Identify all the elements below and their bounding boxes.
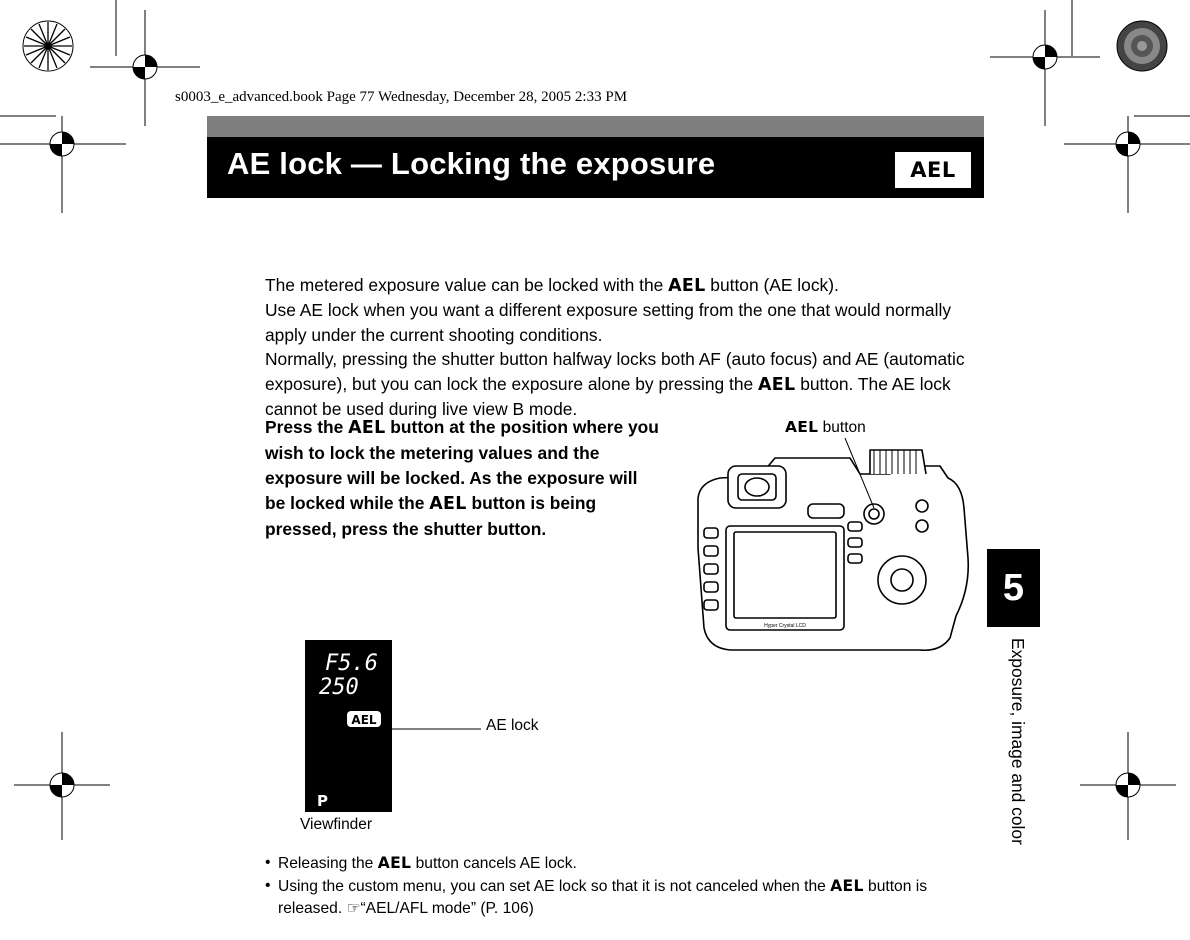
- camera-back-illustration: [690, 438, 980, 658]
- gradient-target-right: [1117, 21, 1167, 71]
- page-title: AE lock — Locking the exposure: [227, 146, 716, 181]
- ael-key: AEL: [830, 877, 864, 895]
- intro-text-2a: Normally, pressing the shutter button halfway locks both AF (auto focus) and AE (automatic exposure), but you can lock the exposure alone by pressing the: [265, 349, 965, 394]
- ael-key: AEL: [668, 276, 706, 296]
- intro-text-1a: The metered exposure value can be locked with the: [265, 275, 669, 295]
- list-item: [265, 875, 985, 920]
- note-text: button cancels AE lock.: [411, 855, 577, 872]
- vf-mode: P: [317, 792, 328, 810]
- lcd-brand-text: Hyper Crystal LCD: [764, 623, 806, 629]
- note-text: button is released.: [278, 878, 927, 917]
- intro-text-1c: Use AE lock when you want a different exposure setting from the one that would normally apply under the current shooting conditions.: [265, 300, 952, 345]
- ael-key: AEL: [785, 418, 819, 436]
- ae-lock-callout: AE lock: [486, 717, 539, 734]
- camera-callout-text: button: [818, 419, 866, 436]
- chapter-tab: 5: [987, 549, 1040, 627]
- intro-text-2b: button. The AE lock cannot be used during live view B mode.: [265, 373, 951, 420]
- vf-shutter: 250: [319, 675, 359, 700]
- ae-lock-leader-line: [381, 727, 481, 731]
- intro-text: [265, 273, 985, 421]
- section-bar: [207, 116, 984, 137]
- ael-key: AEL: [758, 374, 796, 395]
- viewfinder-readout: [305, 640, 392, 812]
- step-text-a: Press the: [265, 417, 349, 437]
- step-text-c: button is being pressed, press the shutter button.: [265, 493, 597, 539]
- reference-icon: ☞: [346, 900, 361, 917]
- intro-paragraph-1: [265, 273, 985, 347]
- note-text: Using the custom menu, you can set AE lock so that it is not canceled when the: [278, 878, 831, 895]
- ael-key: AEL: [348, 418, 386, 438]
- notes-list: [265, 852, 985, 920]
- camera-callout-label: [785, 418, 866, 437]
- intro-paragraph-2: [265, 347, 985, 421]
- vf-aperture: F5.6: [325, 651, 378, 676]
- intro-text-1b: button (AE lock).: [705, 275, 839, 295]
- step-text-b: button at the position where you wish to lock the metering values and the exposure will be locked. As the exposure will be locked while the: [265, 417, 659, 513]
- vf-ael-indicator: AEL: [351, 713, 377, 727]
- chapter-side-title: Exposure, image and color: [1008, 638, 1028, 845]
- viewfinder-caption: Viewfinder: [300, 816, 373, 833]
- viewfinder-display: [305, 640, 392, 812]
- title-badge: AEL: [895, 152, 971, 188]
- ael-key: AEL: [429, 494, 467, 514]
- ael-key: AEL: [377, 854, 412, 872]
- cross-reference-link[interactable]: “AEL/AFL mode” (P. 106): [360, 900, 534, 917]
- note-text: Releasing the: [278, 855, 378, 872]
- running-head: s0003_e_advanced.book Page 77 Wednesday, December 28, 2005 2:33 PM: [175, 89, 628, 105]
- list-item: [265, 852, 985, 875]
- step-instruction: [265, 415, 660, 542]
- starburst-target-left: [23, 21, 73, 71]
